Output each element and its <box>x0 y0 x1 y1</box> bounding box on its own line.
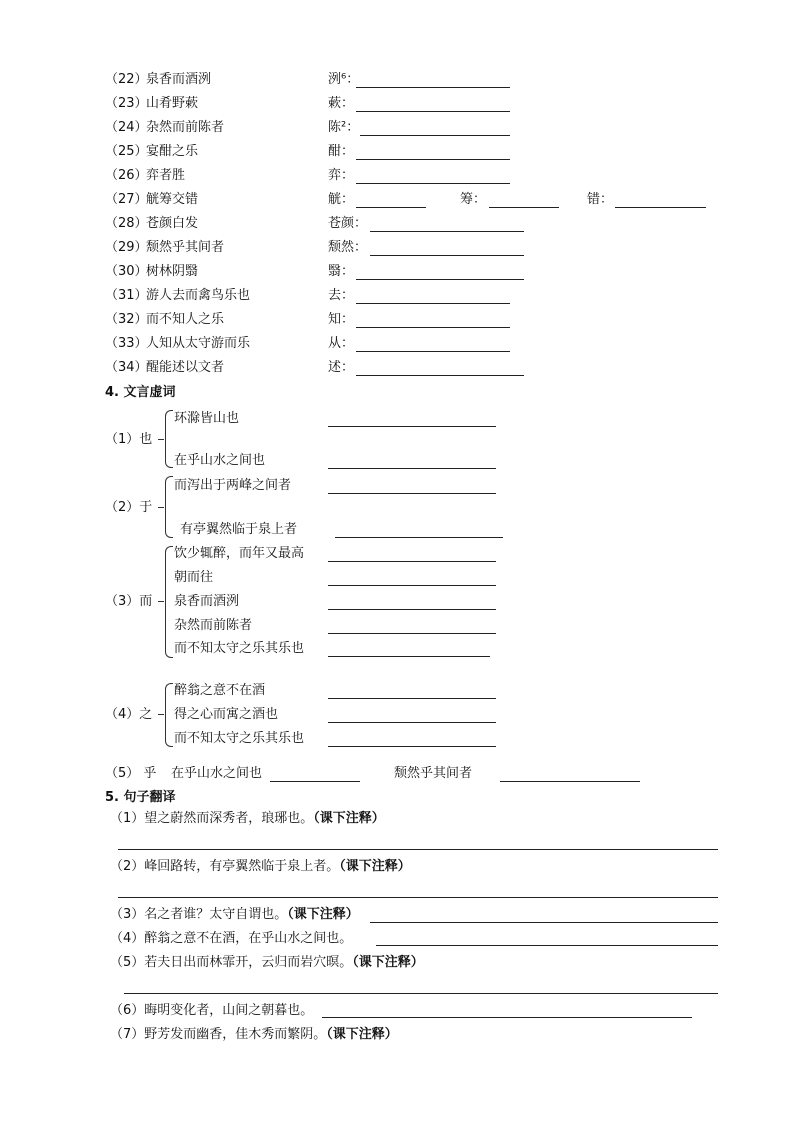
answer-blank[interactable] <box>328 698 496 699</box>
vocab-key: 洌⁶： <box>328 72 360 87</box>
vocab-num: （24） <box>105 120 148 135</box>
vocab-phrase: 宴酣之乐 <box>146 144 199 159</box>
sentence <box>110 907 359 923</box>
answer-blank[interactable] <box>356 87 510 88</box>
vocab-phrase: 泉香而酒洌 <box>146 72 212 87</box>
group-item: 颓然乎其间者 <box>394 766 473 781</box>
answer-blank[interactable] <box>328 746 496 747</box>
group-label: （4）之 <box>105 707 153 722</box>
vocab-num: （31） <box>105 288 148 303</box>
sentence-text: 名之者谁？太守自谓也。 <box>144 907 288 922</box>
section-4-title: 4. 文言虚词 <box>105 385 176 400</box>
sentence <box>110 1003 313 1019</box>
answer-blank[interactable] <box>328 468 496 469</box>
group-item: 饮少辄醉，而年又最高 <box>174 546 305 561</box>
sentence-num: （3） <box>110 907 145 922</box>
answer-blank[interactable] <box>328 609 496 610</box>
brace <box>158 439 164 440</box>
brace <box>165 546 173 658</box>
vocab-key: 翳： <box>328 264 355 279</box>
vocab-phrase: 颓然乎其间者 <box>146 240 225 255</box>
answer-blank[interactable] <box>328 656 490 657</box>
answer-line[interactable] <box>370 922 718 923</box>
sentence <box>110 931 352 947</box>
group-item: 泉香而酒洌 <box>174 594 240 609</box>
note-tag: （课下注释） <box>339 859 411 874</box>
vocab-phrase: 山肴野蔌 <box>146 96 199 111</box>
vocab-phrase: 而不知人之乐 <box>146 312 225 327</box>
answer-line[interactable] <box>118 897 718 898</box>
answer-blank[interactable] <box>335 537 503 538</box>
sentence-num: （2） <box>110 859 145 874</box>
answer-blank[interactable] <box>615 207 706 208</box>
answer-blank[interactable] <box>356 159 510 160</box>
vocab-phrase: 觥筹交错 <box>146 192 199 207</box>
answer-blank[interactable] <box>270 781 360 782</box>
answer-blank[interactable] <box>356 207 426 208</box>
vocab-num: （25） <box>105 144 148 159</box>
sentence-text: 醉翁之意不在酒，在乎山水之间也。 <box>144 931 353 946</box>
group-item: 醉翁之意不在酒 <box>174 683 266 698</box>
note-tag: （课下注释） <box>287 907 359 922</box>
answer-blank[interactable] <box>356 303 510 304</box>
group-item: 在乎山水之间也 <box>171 766 263 781</box>
sentence-text: 若夫日出而林霏开，云归而岩穴暝。 <box>144 955 353 970</box>
vocab-key: 苍颜： <box>328 216 368 231</box>
note-tag: （课下注释） <box>313 811 385 826</box>
vocab-key-3: 错： <box>587 192 614 207</box>
vocab-key: 述： <box>328 360 355 375</box>
sentence <box>110 859 411 875</box>
answer-blank[interactable] <box>360 135 510 136</box>
answer-blank[interactable] <box>370 231 524 232</box>
vocab-key: 觥： <box>328 192 355 207</box>
vocab-num: （28） <box>105 216 148 231</box>
vocab-num: （30） <box>105 264 148 279</box>
vocab-key: 从： <box>328 336 355 351</box>
brace <box>158 714 164 715</box>
answer-blank[interactable] <box>328 633 496 634</box>
vocab-key: 去： <box>328 288 355 303</box>
answer-blank[interactable] <box>328 585 496 586</box>
group-item: 得之心而寓之酒也 <box>174 707 279 722</box>
group-item: 朝而往 <box>174 570 214 585</box>
group-item: 环滁皆山也 <box>174 411 240 426</box>
sentence-num: （1） <box>110 811 145 826</box>
answer-blank[interactable] <box>356 351 510 352</box>
vocab-num: （33） <box>105 336 148 351</box>
vocab-num: （29） <box>105 240 148 255</box>
vocab-phrase: 树林阴翳 <box>146 264 199 279</box>
answer-blank[interactable] <box>489 207 559 208</box>
group-item: 杂然而前陈者 <box>174 618 253 633</box>
sentence-text: 晦明变化者，山间之朝暮也。 <box>144 1003 314 1018</box>
sentence-num: （4） <box>110 931 145 946</box>
answer-line[interactable] <box>376 945 718 946</box>
group-item: 而泻出于两峰之间者 <box>174 478 292 493</box>
sentence-text: 野芳发而幽香，佳木秀而繁阴。 <box>144 1027 327 1042</box>
sentence-text: 望之蔚然而深秀者，琅琊也。 <box>144 811 314 826</box>
vocab-key: 陈²： <box>328 120 360 135</box>
vocab-key: 酣： <box>328 144 355 159</box>
vocab-num: （32） <box>105 312 148 327</box>
group-label: （3）而 <box>105 594 153 609</box>
vocab-num: （34） <box>105 360 148 375</box>
sentence-num: （7） <box>110 1027 145 1042</box>
vocab-num: （23） <box>105 96 148 111</box>
vocab-key: 知： <box>328 312 355 327</box>
brace <box>165 476 173 538</box>
answer-line[interactable] <box>124 993 718 994</box>
vocab-phrase: 醒能述以文者 <box>146 360 225 375</box>
answer-blank[interactable] <box>356 327 510 328</box>
vocab-num: （27） <box>105 192 148 207</box>
answer-blank[interactable] <box>328 493 496 494</box>
answer-blank[interactable] <box>356 279 524 280</box>
vocab-phrase: 苍颜白发 <box>146 216 199 231</box>
answer-line[interactable] <box>322 1017 692 1018</box>
answer-blank[interactable] <box>328 722 496 723</box>
sentence-text: 峰回路转，有亭翼然临于泉上者。 <box>144 859 340 874</box>
answer-blank[interactable] <box>356 111 510 112</box>
brace <box>158 601 164 602</box>
group-label: （2）于 <box>105 500 153 515</box>
answer-blank[interactable] <box>500 781 640 782</box>
answer-line[interactable] <box>118 849 718 850</box>
vocab-phrase: 弈者胜 <box>146 168 186 183</box>
group-item: 而不知太守之乐其乐也 <box>174 641 305 656</box>
vocab-key: 蔌： <box>328 96 355 111</box>
vocab-phrase: 人知从太守游而乐 <box>146 336 251 351</box>
sentence-num: （5） <box>110 955 145 970</box>
answer-blank[interactable] <box>356 183 510 184</box>
section-5-title: 5. 句子翻译 <box>105 790 176 805</box>
vocab-key-2: 筹： <box>460 192 487 207</box>
sentence <box>110 955 424 971</box>
sentence <box>110 1027 398 1043</box>
note-tag: （课下注释） <box>326 1027 398 1042</box>
brace <box>165 410 173 468</box>
answer-blank[interactable] <box>328 426 496 427</box>
sentence-num: （6） <box>110 1003 145 1018</box>
sentence <box>110 811 385 827</box>
group-label: （1）也 <box>105 432 153 447</box>
vocab-phrase: 杂然而前陈者 <box>146 120 225 135</box>
note-tag: （课下注释） <box>352 955 424 970</box>
vocab-num: （26） <box>105 168 148 183</box>
group-label: （5） 乎 <box>105 766 157 781</box>
brace <box>165 683 173 747</box>
group-item: 有亭翼然临于泉上者 <box>180 522 298 537</box>
brace <box>158 507 164 508</box>
answer-blank[interactable] <box>370 255 524 256</box>
vocab-key: 颓然： <box>328 240 368 255</box>
answer-blank[interactable] <box>328 561 496 562</box>
group-item: 在乎山水之间也 <box>174 453 266 468</box>
vocab-num: （22） <box>105 72 148 87</box>
vocab-key: 弈： <box>328 168 355 183</box>
vocab-phrase: 游人去而禽鸟乐也 <box>146 288 251 303</box>
group-item: 而不知太守之乐其乐也 <box>174 731 305 746</box>
answer-blank[interactable] <box>356 375 524 376</box>
